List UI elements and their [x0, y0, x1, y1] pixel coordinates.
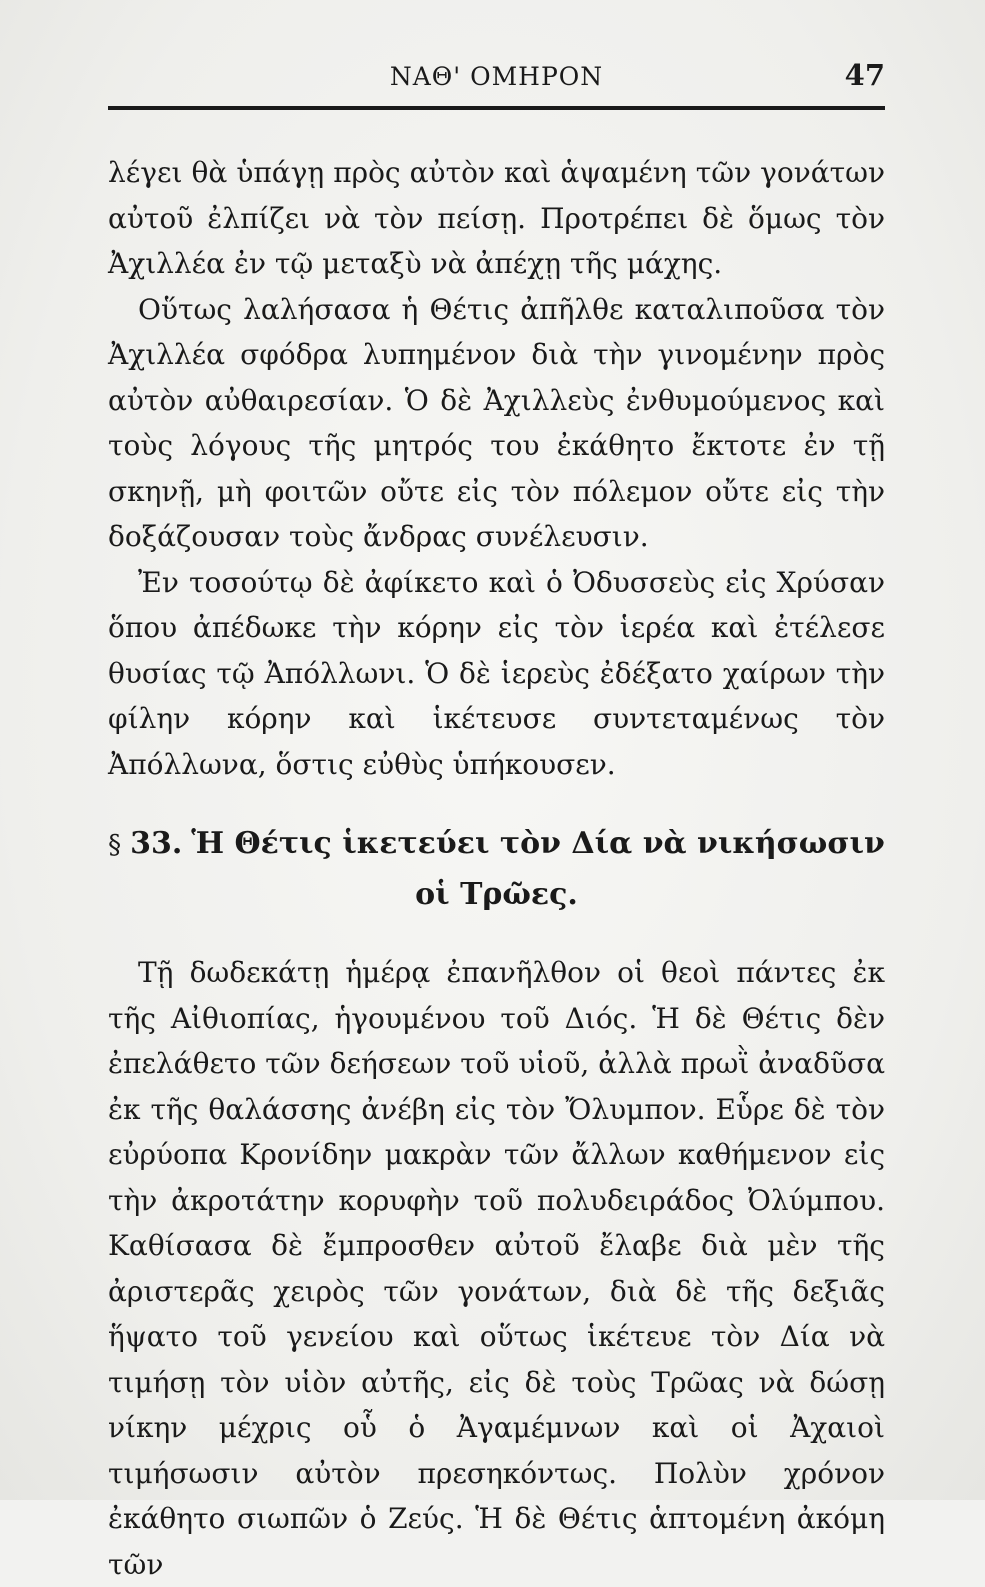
body-text [108, 150, 885, 1587]
paragraph-1: λέγει θὰ ὑπάγῃ πρὸς αὐτὸν καὶ ἁψαμένη τῶν γονάτων αὐτοῦ ἐλπίζει νὰ τὸν πείσῃ. Προτρέπει δὲ ὅμως τὸν Ἀχιλλέα ἐν τῷ μεταξὺ νὰ ἀπέχῃ τῆς μάχης. [108, 156, 885, 280]
section-title: Ἡ Θέτις ἱκετεύει τὸν Δία νὰ νικήσωσιν οἱ Τρῶες. [191, 826, 885, 912]
paragraph-2: Οὕτως λαλήσασα ἡ Θέτις ἀπῆλθε καταλιποῦσα τὸν Ἀχιλλέα σφόδρα λυπημένον διὰ τὴν γινομένην πρὸς αὐτὸν αὐθαιρεσίαν. Ὁ δὲ Ἀχιλλεὺς ἐνθυμούμενος καὶ τοὺς λόγους τῆς μητρός του ἐκάθητο ἔκτοτε ἐν τῇ σκηνῇ, μὴ φοιτῶν οὔτε εἰς τὸν πόλεμον οὔτε εἰς τὴν δοξάζουσαν τοὺς ἄνδρας συνέλευσιν. [108, 292, 885, 553]
header-rule [108, 106, 885, 110]
section-paragraph-1: Τῇ δωδεκάτῃ ἡμέρᾳ ἐπανῆλθον οἱ θεοὶ πάντες ἐκ τῆς Αἰθιοπίας, ἡγουμένου τοῦ Διός. Ἡ δὲ Θέτις δὲν ἐπελάθετο τῶν δεήσεων τοῦ υἱοῦ, ἀλλὰ πρωῒ ἀναδῦσα ἐκ τῆς θαλάσσης ἀνέβη εἰς τὸν Ὄλυμπον. Εὗρε δὲ τὸν εὐρύοπα Κρονίδην μακρὰν τῶν ἄλλων καθήμενον εἰς τὴν ἀκροτάτην κορυφὴν τοῦ πολυδειράδος Ὀλύμπου. Καθίσασα δὲ ἔμπροσθεν αὐτοῦ ἔλαβε διὰ μὲν τῆς ἀριστερᾶς χειρὸς τῶν γονάτων, διὰ δὲ τῆς δεξιᾶς ἥψατο τοῦ γενείου καὶ οὕτως ἱκέτευε τὸν Δία νὰ τιμήσῃ τὸν υἱὸν αὐτῆς, εἰς δὲ τοὺς Τρῶας νὰ δώσῃ νίκην μέχρις οὗ ὁ Ἀγαμέμνων καὶ οἱ Ἀχαιοὶ τιμήσωσιν αὐτὸν πρεσηκόντως. Πολὺν χρόνον ἐκάθητο σιωπῶν ὁ Ζεύς. Ἡ δὲ Θέτις ἁπτομένη ἀκόμη τῶν [108, 956, 885, 1581]
section-heading [108, 819, 885, 920]
paragraph-3: Ἐν τοσούτῳ δὲ ἀφίκετο καὶ ὁ Ὀδυσσεὺς εἰς Χρύσαν ὅπου ἀπέδωκε τὴν κόρην εἰς τὸν ἱερέα καὶ ἐτέλεσε θυσίας τῷ Ἀπόλλωνι. Ὁ δὲ ἱερεὺς ἐδέξατο χαίρων τὴν φίλην κόρην καὶ ἱκέτευσε συντεταμένως τὸν Ἀπόλλωνα, ὅστις εὐθὺς ὑπήκουσεν. [108, 565, 885, 781]
section-number: 33. [130, 826, 183, 861]
running-title: ΝΑΘ' ΟΜΗΡΟΝ [389, 62, 604, 91]
page-number: 47 [844, 58, 885, 92]
running-head [108, 58, 885, 98]
section-mark: § [108, 830, 122, 860]
